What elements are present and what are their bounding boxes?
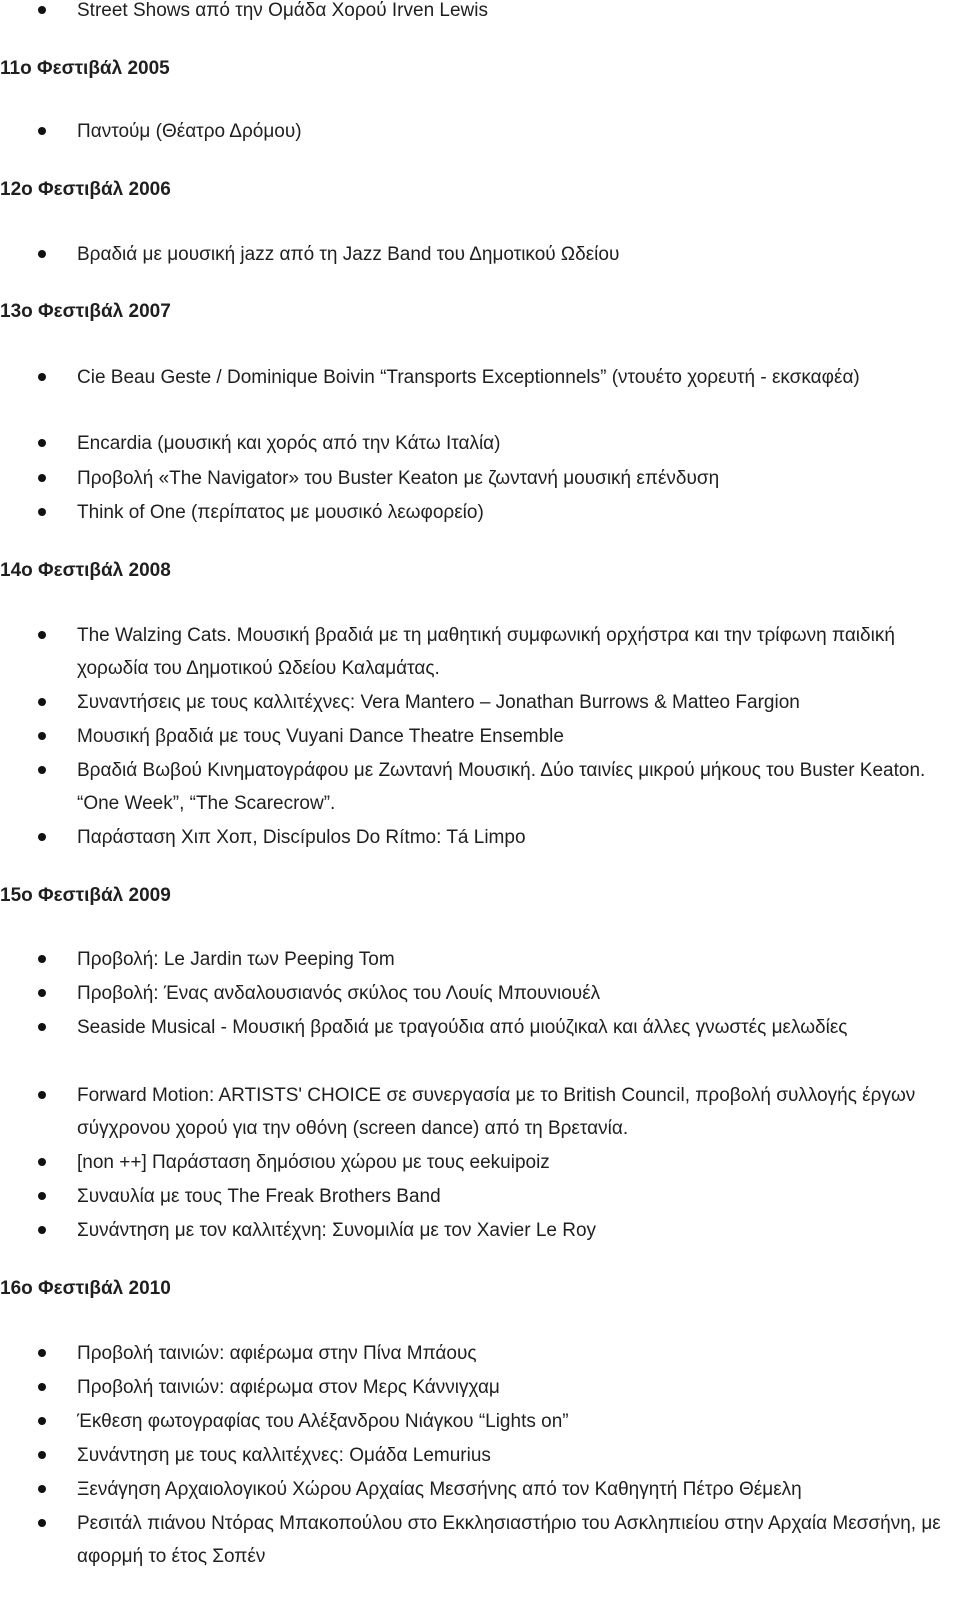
section-heading-2007: 13ο Φεστιβάλ 2007: [0, 301, 171, 322]
list-item: Βραδιά με μουσική jazz από τη Jazz Band του Δημοτικού Ωδείου: [77, 244, 620, 265]
list-bullet: [38, 1519, 46, 1527]
list-bullet: [38, 1192, 46, 1200]
list-bullet: [38, 439, 46, 447]
list-bullet: [38, 989, 46, 997]
list-item: Παράσταση Χιπ Χοπ, Discípulos Do Rítmo: Tá Limpo: [77, 827, 526, 848]
list-bullet: [38, 1383, 46, 1391]
list-item: [non ++] Παράσταση δημόσιου χώρου με τους eekuipoiz: [77, 1152, 550, 1173]
list-bullet: [38, 1226, 46, 1234]
list-bullet: [38, 1349, 46, 1357]
list-bullet: [38, 373, 46, 381]
list-bullet: [38, 631, 46, 639]
list-item: Παντούμ (Θέατρο Δρόμου): [77, 121, 302, 142]
list-item: Έκθεση φωτογραφίας του Αλέξανδρου Νιάγκου “Lights on”: [77, 1411, 569, 1432]
list-item: Think of One (περίπατος με μουσικό λεωφορείο): [77, 502, 484, 523]
section-heading-2006: 12ο Φεστιβάλ 2006: [0, 179, 171, 200]
section-heading-2009: 15ο Φεστιβάλ 2009: [0, 885, 171, 906]
list-bullet: [38, 833, 46, 841]
section-heading-2008: 14ο Φεστιβάλ 2008: [0, 560, 171, 581]
list-item: Προβολή: Ένας ανδαλουσιανός σκύλος του Λουίς Μπουνιουέλ: [77, 983, 601, 1004]
list-bullet: [38, 1417, 46, 1425]
section-heading-2005: 11ο Φεστιβάλ 2005: [0, 58, 170, 79]
list-bullet: [38, 1023, 46, 1031]
section-heading-2010: 16ο Φεστιβάλ 2010: [0, 1278, 171, 1299]
list-item: Προβολή ταινιών: αφιέρωμα στην Πίνα Μπάους: [77, 1343, 477, 1364]
list-bullet: [38, 474, 46, 482]
list-bullet: [38, 508, 46, 516]
list-bullet: [38, 698, 46, 706]
list-item: Forward Motion: ARTISTS' CHOICE σε συνεργασία με το British Council, προβολή συλλογής έργων σύγχρονου χορού για την οθόνη (screen dance) από τη Βρετανία.: [77, 1085, 916, 1139]
list-bullet: [38, 250, 46, 258]
list-item: Συνάντηση με τους καλλιτέχνες: Ομάδα Lemurius: [77, 1445, 491, 1466]
list-bullet: [38, 955, 46, 963]
list-bullet: [38, 1451, 46, 1459]
list-item: Συνάντηση με τον καλλιτέχνη: Συνομιλία με τον Xavier Le Roy: [77, 1220, 597, 1241]
list-item: Μουσική βραδιά με τους Vuyani Dance Theatre Ensemble: [77, 726, 564, 747]
list-bullet: [38, 1158, 46, 1166]
list-bullet: [38, 766, 46, 774]
list-bullet: [38, 1091, 46, 1099]
list-item: Street Shows από την Ομάδα Χορού Irven Lewis: [77, 0, 488, 21]
list-item: Ρεσιτάλ πιάνου Ντόρας Μπακοπούλου στο Εκκλησιαστήριο του Ασκληπιείου στην Αρχαία Μεσσήνη, με αφορμή το έτος Σοπέν: [77, 1513, 941, 1567]
list-item: Encardia (μουσική και χορός από την Κάτω Ιταλία): [77, 433, 501, 454]
list-item: Συναντήσεις με τους καλλιτέχνες: Vera Mantero – Jonathan Burrows & Matteo Fargion: [77, 692, 800, 713]
list-bullet: [38, 127, 46, 135]
list-item: Seaside Musical - Μουσική βραδιά με τραγούδια από μιούζικαλ και άλλες γνωστές μελωδίες: [77, 1017, 848, 1038]
list-item: The Walzing Cats. Μουσική βραδιά με τη μαθητική συμφωνική ορχήστρα και την τρίφωνη παιδική χορωδία του Δημοτικού Ωδείου Καλαμάτας.: [77, 625, 895, 679]
list-bullet: [38, 732, 46, 740]
list-item: Προβολή «The Navigator» του Buster Keaton με ζωντανή μουσική επένδυση: [77, 468, 720, 489]
list-item: Συναυλία με τους The Freak Brothers Band: [77, 1186, 441, 1207]
list-bullet: [38, 6, 46, 14]
list-item: Προβολή: Le Jardin των Peeping Tom: [77, 949, 395, 970]
list-item: Προβολή ταινιών: αφιέρωμα στον Μερς Κάννιγχαμ: [77, 1377, 500, 1398]
list-bullet: [38, 1485, 46, 1493]
list-item: Cie Beau Geste / Dominique Boivin “Transports Exceptionnels” (ντουέτο χορευτή - εκσκαφέα): [77, 367, 860, 388]
list-item: Βραδιά Βωβού Κινηματογράφου με Ζωντανή Μουσική. Δύο ταινίες μικρού μήκους του Buster Keaton. “One Week”, “The Scarecrow”.: [77, 760, 926, 814]
list-item: Ξενάγηση Αρχαιολογικού Χώρου Αρχαίας Μεσσήνης από τον Καθηγητή Πέτρο Θέμελη: [77, 1479, 802, 1500]
